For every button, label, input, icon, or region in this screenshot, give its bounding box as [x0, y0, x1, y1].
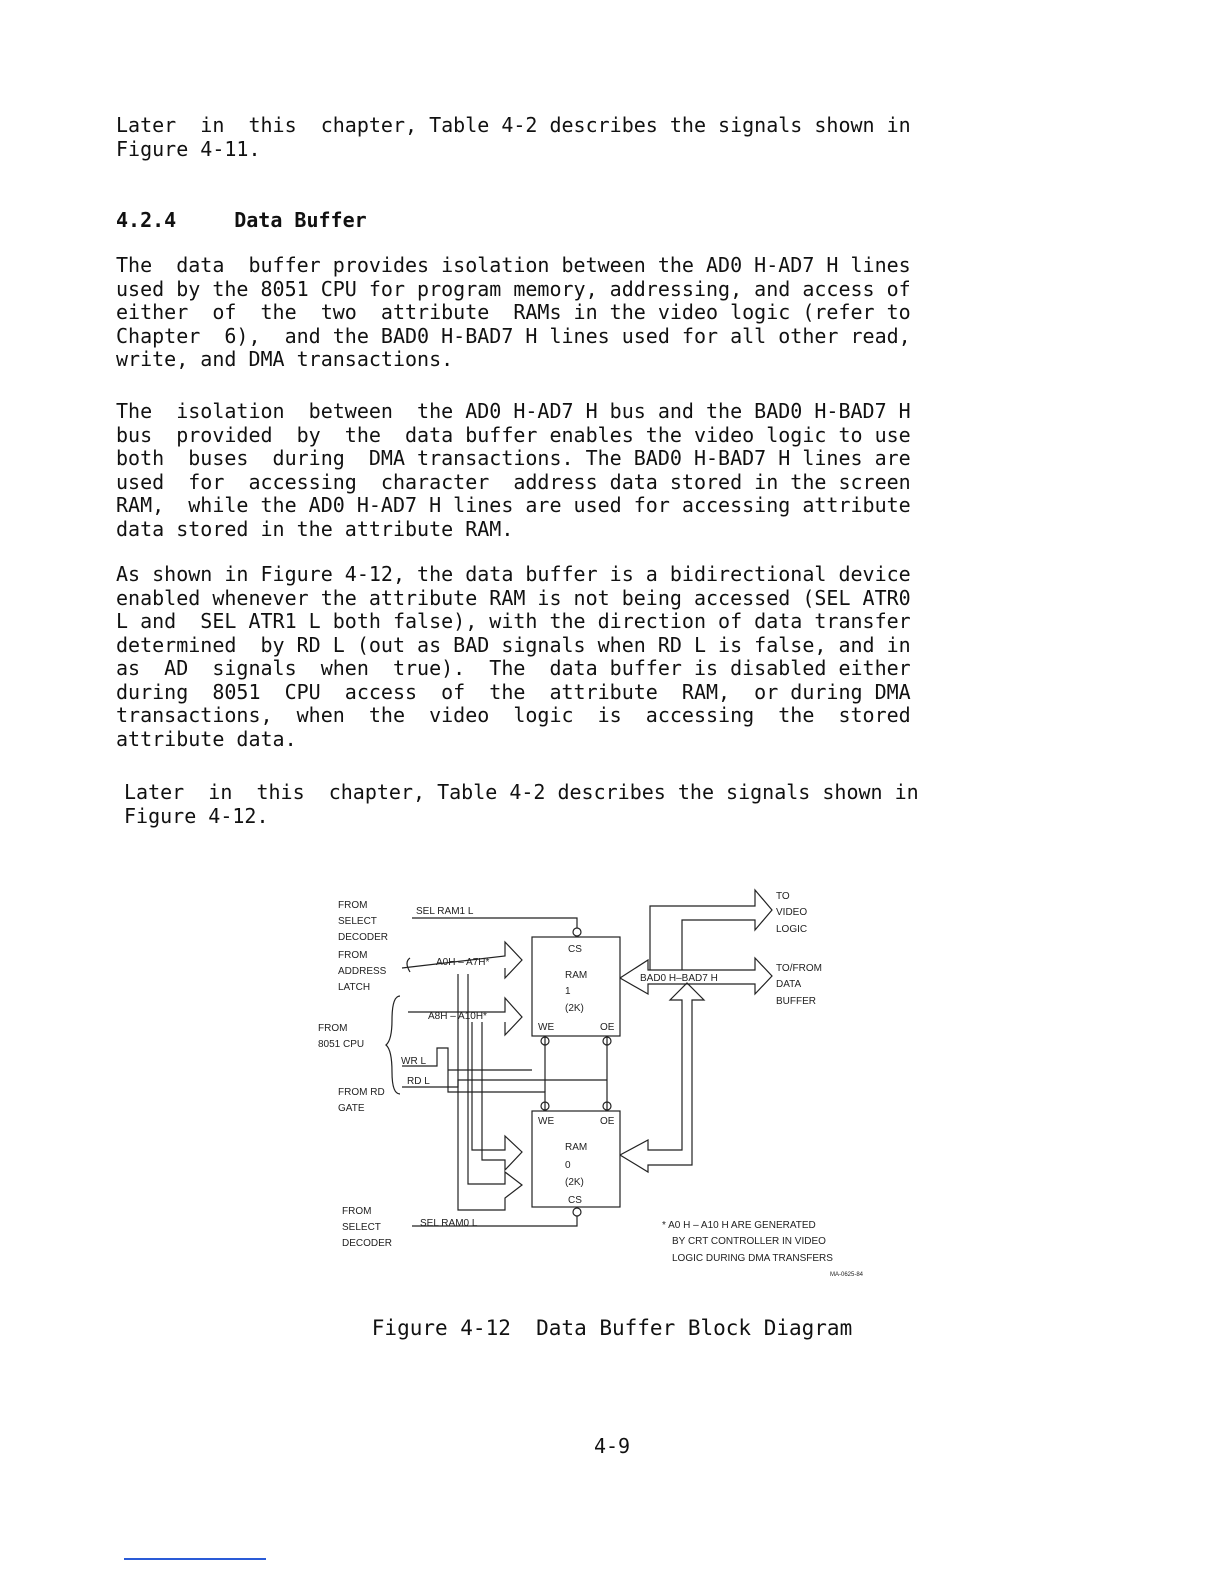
sel-ram0-label: SEL RAM0 L: [420, 1218, 478, 1229]
data-buffer-block-diagram: [310, 880, 910, 1290]
rd-l-label: RD L: [407, 1076, 430, 1087]
body-paragraph: [116, 254, 1066, 372]
from-select-decoder-top: FROM SELECT DECODER: [338, 900, 389, 943]
ram0-label: RAM 0 (2K): [565, 1142, 588, 1188]
footer-rule: [124, 1558, 266, 1560]
ram0-we-label: WE: [538, 1116, 555, 1127]
text-line: Later in this chapter, Table 4-2 describes the signals shown in: [124, 780, 919, 804]
to-video-logic: TO VIDEO LOGIC: [776, 891, 808, 935]
bus-a8-a10-label: A8H – A10H*: [428, 1011, 487, 1022]
text-line: used by the 8051 CPU for program memory, addressing, and access of: [116, 276, 911, 301]
ram1-we-label: WE: [538, 1022, 555, 1033]
text-line: Figure 4-11.: [116, 136, 261, 161]
text-line: both buses during DMA transactions. The BAD0 H-BAD7 H lines are: [116, 446, 911, 470]
text-line: used for accessing character address data stored in the screen: [116, 469, 911, 494]
text-line: during 8051 CPU access of the attribute RAM, or during DMA: [116, 679, 911, 704]
wr-l-label: WR L: [401, 1056, 426, 1067]
ram1-cs-label: CS: [568, 944, 582, 955]
page-number: 4-9: [593, 1434, 631, 1458]
text-line: attribute data.: [116, 726, 297, 751]
body-paragraph: [116, 400, 1066, 541]
text-line: Later in this chapter, Table 4-2 describes the signals shown in: [116, 113, 911, 137]
text-line: as AD signals when true). The data buffer is disabled either: [116, 656, 911, 680]
text-line: L and SEL ATR1 L both false), with the direction of data transfer: [116, 609, 911, 633]
text-line: Figure 4-12.: [124, 803, 269, 828]
text-line: The data buffer provides isolation between the AD0 H-AD7 H lines: [116, 253, 911, 277]
ram0-cs-label: CS: [568, 1195, 582, 1206]
text-line: bus provided by the data buffer enables the video logic to use: [116, 422, 911, 447]
figure-caption: Figure 4-12 Data Buffer Block Diagram: [371, 1316, 853, 1340]
to-from-data-buffer: TO/FROM DATA BUFFER: [776, 963, 822, 1007]
intro-paragraph: [116, 114, 1066, 161]
body-paragraph: [124, 781, 1074, 828]
figure-id: MA-0625-84: [830, 1272, 864, 1278]
from-address-latch: FROM ADDRESS LATCH: [338, 950, 387, 993]
text-line: determined by RD L (out as BAD signals when RD L is false, and in: [116, 632, 911, 657]
text-line: transactions, when the video logic is accessing the stored: [116, 703, 911, 727]
figure-footnote: * A0 H – A10 H ARE GENERATED BY CRT CONTROLLER IN VIDEO LOGIC DURING DMA TRANSFERS: [662, 1220, 833, 1264]
from-8051-cpu: FROM 8051 CPU: [318, 1023, 365, 1050]
ram1-label: RAM 1 (2K): [565, 970, 588, 1014]
text-line: As shown in Figure 4-12, the data buffer is a bidirectional device: [116, 562, 911, 586]
sel-ram1-label: SEL RAM1 L: [416, 906, 474, 917]
text-line: The isolation between the AD0 H-AD7 H bus and the BAD0 H-BAD7 H: [116, 399, 911, 423]
text-line: enabled whenever the attribute RAM is not being accessed (SEL ATR0: [116, 585, 911, 610]
text-line: data stored in the attribute RAM.: [116, 516, 514, 541]
text-line: either of the two attribute RAMs in the video logic (refer to: [116, 300, 911, 324]
ram1-oe-label: OE: [600, 1022, 615, 1033]
from-rd-gate: FROM RD GATE: [338, 1087, 385, 1114]
text-line: write, and DMA transactions.: [116, 347, 454, 371]
bad-bus-label: BAD0 H–BAD7 H: [640, 973, 718, 984]
body-paragraph: [116, 563, 1066, 751]
text-line: Chapter 6), and the BAD0 H-BAD7 H lines used for all other read,: [116, 323, 911, 348]
ram0-oe-label: OE: [600, 1116, 615, 1127]
bus-a0-a7-label: A0H – A7H*: [436, 957, 490, 968]
section-title: Data Buffer: [234, 208, 367, 232]
from-select-decoder-bottom: FROM SELECT DECODER: [342, 1206, 393, 1249]
text-line: RAM, while the AD0 H-AD7 H lines are used for accessing attribute: [116, 493, 911, 517]
section-number: 4.2.4: [116, 208, 177, 232]
section-heading: [116, 208, 367, 232]
